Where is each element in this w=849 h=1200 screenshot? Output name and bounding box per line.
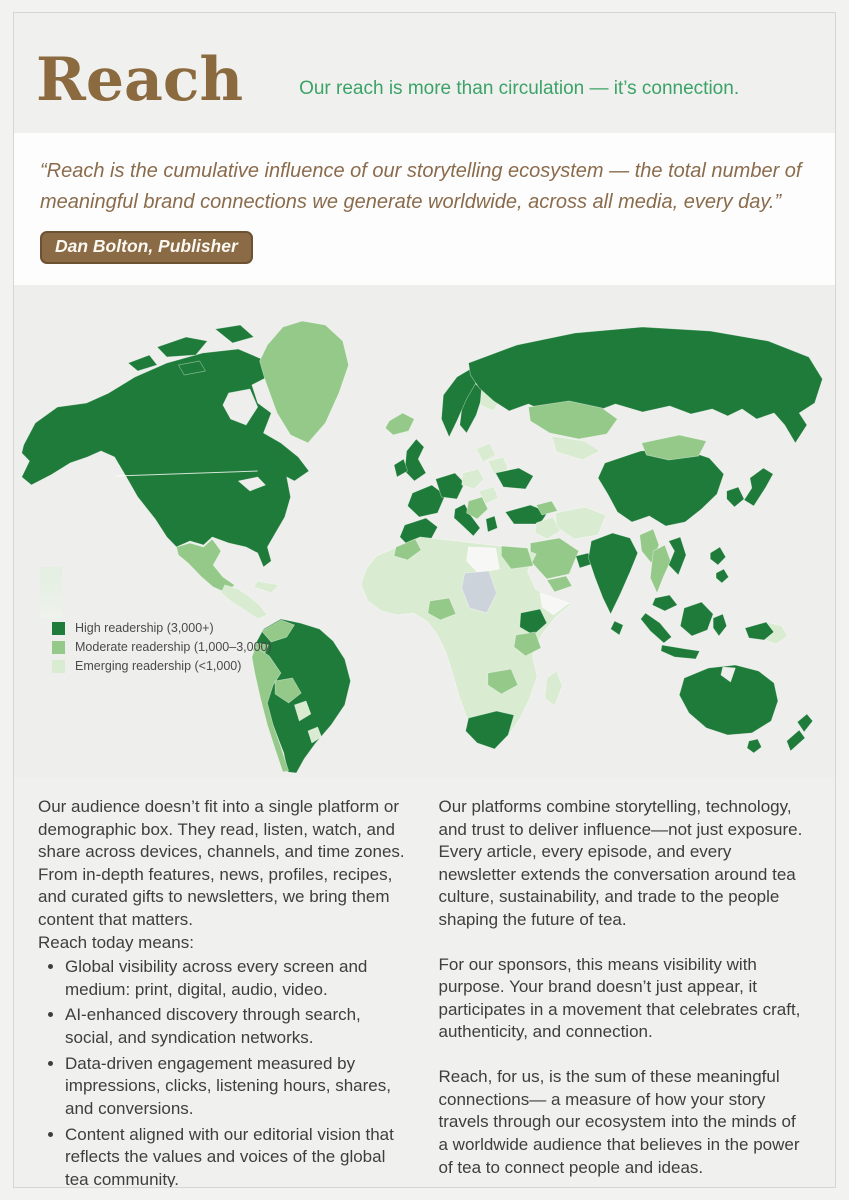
region-arctic-islands	[215, 325, 254, 343]
page-header	[14, 13, 835, 115]
publisher-badge: Dan Bolton, Publisher	[40, 231, 253, 264]
region-south-africa	[466, 711, 514, 749]
page-tagline: Our reach is more than circulation — it’s connection.	[299, 78, 740, 99]
list-item: • AI-enhanced discovery through search, social, and syndication networks.	[65, 1004, 409, 1049]
region-malaysia	[652, 595, 677, 611]
legend-item-emerging	[52, 659, 272, 673]
region-korea	[727, 487, 744, 507]
quote-text: “Reach is the cumulative influence of our storytelling ecosystem — the total number of meaningful brand connections we generate worldwide, across all media, every day.”	[40, 160, 802, 213]
legend-swatch-emerging	[52, 660, 65, 673]
legend-label-high: High readership (3,000+)	[75, 621, 214, 635]
region-tasmania	[747, 739, 762, 753]
region-indonesia-sulawesi	[713, 614, 727, 636]
region-greece	[486, 516, 498, 532]
region-arctic-islands	[128, 355, 157, 371]
region-iran	[556, 507, 606, 539]
body-columns	[14, 778, 835, 1188]
region-poland	[462, 469, 484, 489]
reach-bullet-list	[38, 956, 409, 1188]
region-china	[598, 448, 724, 526]
region-new-zealand	[787, 730, 805, 751]
region-mexico	[176, 539, 234, 593]
region-mongolia	[642, 435, 707, 460]
legend-item-high	[52, 621, 272, 635]
reach-leadin: Reach today means:	[38, 932, 194, 952]
region-indonesia-borneo	[680, 602, 713, 636]
quote-card	[14, 133, 835, 285]
right-column	[439, 796, 810, 1188]
page-frame	[13, 12, 836, 1188]
list-item: • Global visibility across every screen and medium: print, digital, audio, video.	[65, 956, 409, 1001]
legend-swatch-high	[52, 622, 65, 635]
platforms-paragraph: Our platforms combine storytelling, technology, and trust to deliver influence—not just exposure. Every article, every episode, and every newsletter extends the conversation around tea culture, sustainability, and trade to the people shaping the future of tea.	[438, 797, 803, 930]
region-vietnam	[669, 537, 686, 575]
region-greenland	[260, 321, 349, 443]
legend-label-emerging: Emerging readership (<1,000)	[75, 659, 242, 673]
reach-definition-paragraph: Reach, for us, is the sum of these meaningful connections— a measure of how your story travels through our ecosystem into the minds of a worldwide audience that believes in the power of tea to connect people and ideas.	[438, 1067, 800, 1177]
legend-label-moderate: Moderate readership (1,000–3,000)	[75, 640, 272, 654]
region-india	[588, 533, 637, 614]
region-philippines	[710, 547, 725, 565]
page-title: Reach	[36, 45, 244, 115]
world-readership-map	[14, 285, 835, 778]
legend-scale-bar	[40, 567, 62, 619]
sponsors-paragraph: For our sponsors, this means visibility with purpose. Your brand doesn’t just appear, it participates in a movement that celebrates craft, authenticity, and connection.	[438, 954, 801, 1042]
region-cuba	[254, 581, 279, 593]
region-uk	[405, 439, 426, 481]
region-indonesia-sumatra	[641, 613, 672, 643]
region-iceland	[385, 413, 414, 435]
legend-swatch-moderate	[52, 641, 65, 654]
left-column	[38, 796, 409, 1188]
map-legend	[52, 621, 272, 678]
region-thailand	[650, 545, 670, 593]
legend-item-moderate	[52, 640, 272, 654]
region-philippines	[716, 569, 729, 583]
region-madagascar	[545, 671, 562, 706]
region-russia	[468, 327, 822, 443]
region-indonesia-java	[661, 645, 700, 659]
region-central-america	[221, 585, 267, 619]
list-item: • Content aligned with our editorial vision that reflects the values and voices of the global tea community.	[65, 1124, 409, 1188]
region-sri-lanka	[611, 621, 624, 635]
choropleth-map	[14, 285, 835, 778]
region-saudi-arabia	[530, 538, 578, 579]
region-japan	[744, 468, 773, 506]
region-central-asia	[552, 436, 600, 460]
audience-intro-paragraph: Our audience doesn’t fit into a single platform or demographic box. They read, listen, watch, and share across devices, channels, and time zones. From in-depth features, news, profiles, recipes, and curated gifts to newsletters, we bring them content that matters.	[38, 797, 405, 930]
region-new-zealand	[797, 714, 812, 732]
region-baltics	[476, 443, 495, 462]
list-item: • Data-driven engagement measured by impressions, clicks, listening hours, shares, and conversions.	[65, 1053, 409, 1121]
